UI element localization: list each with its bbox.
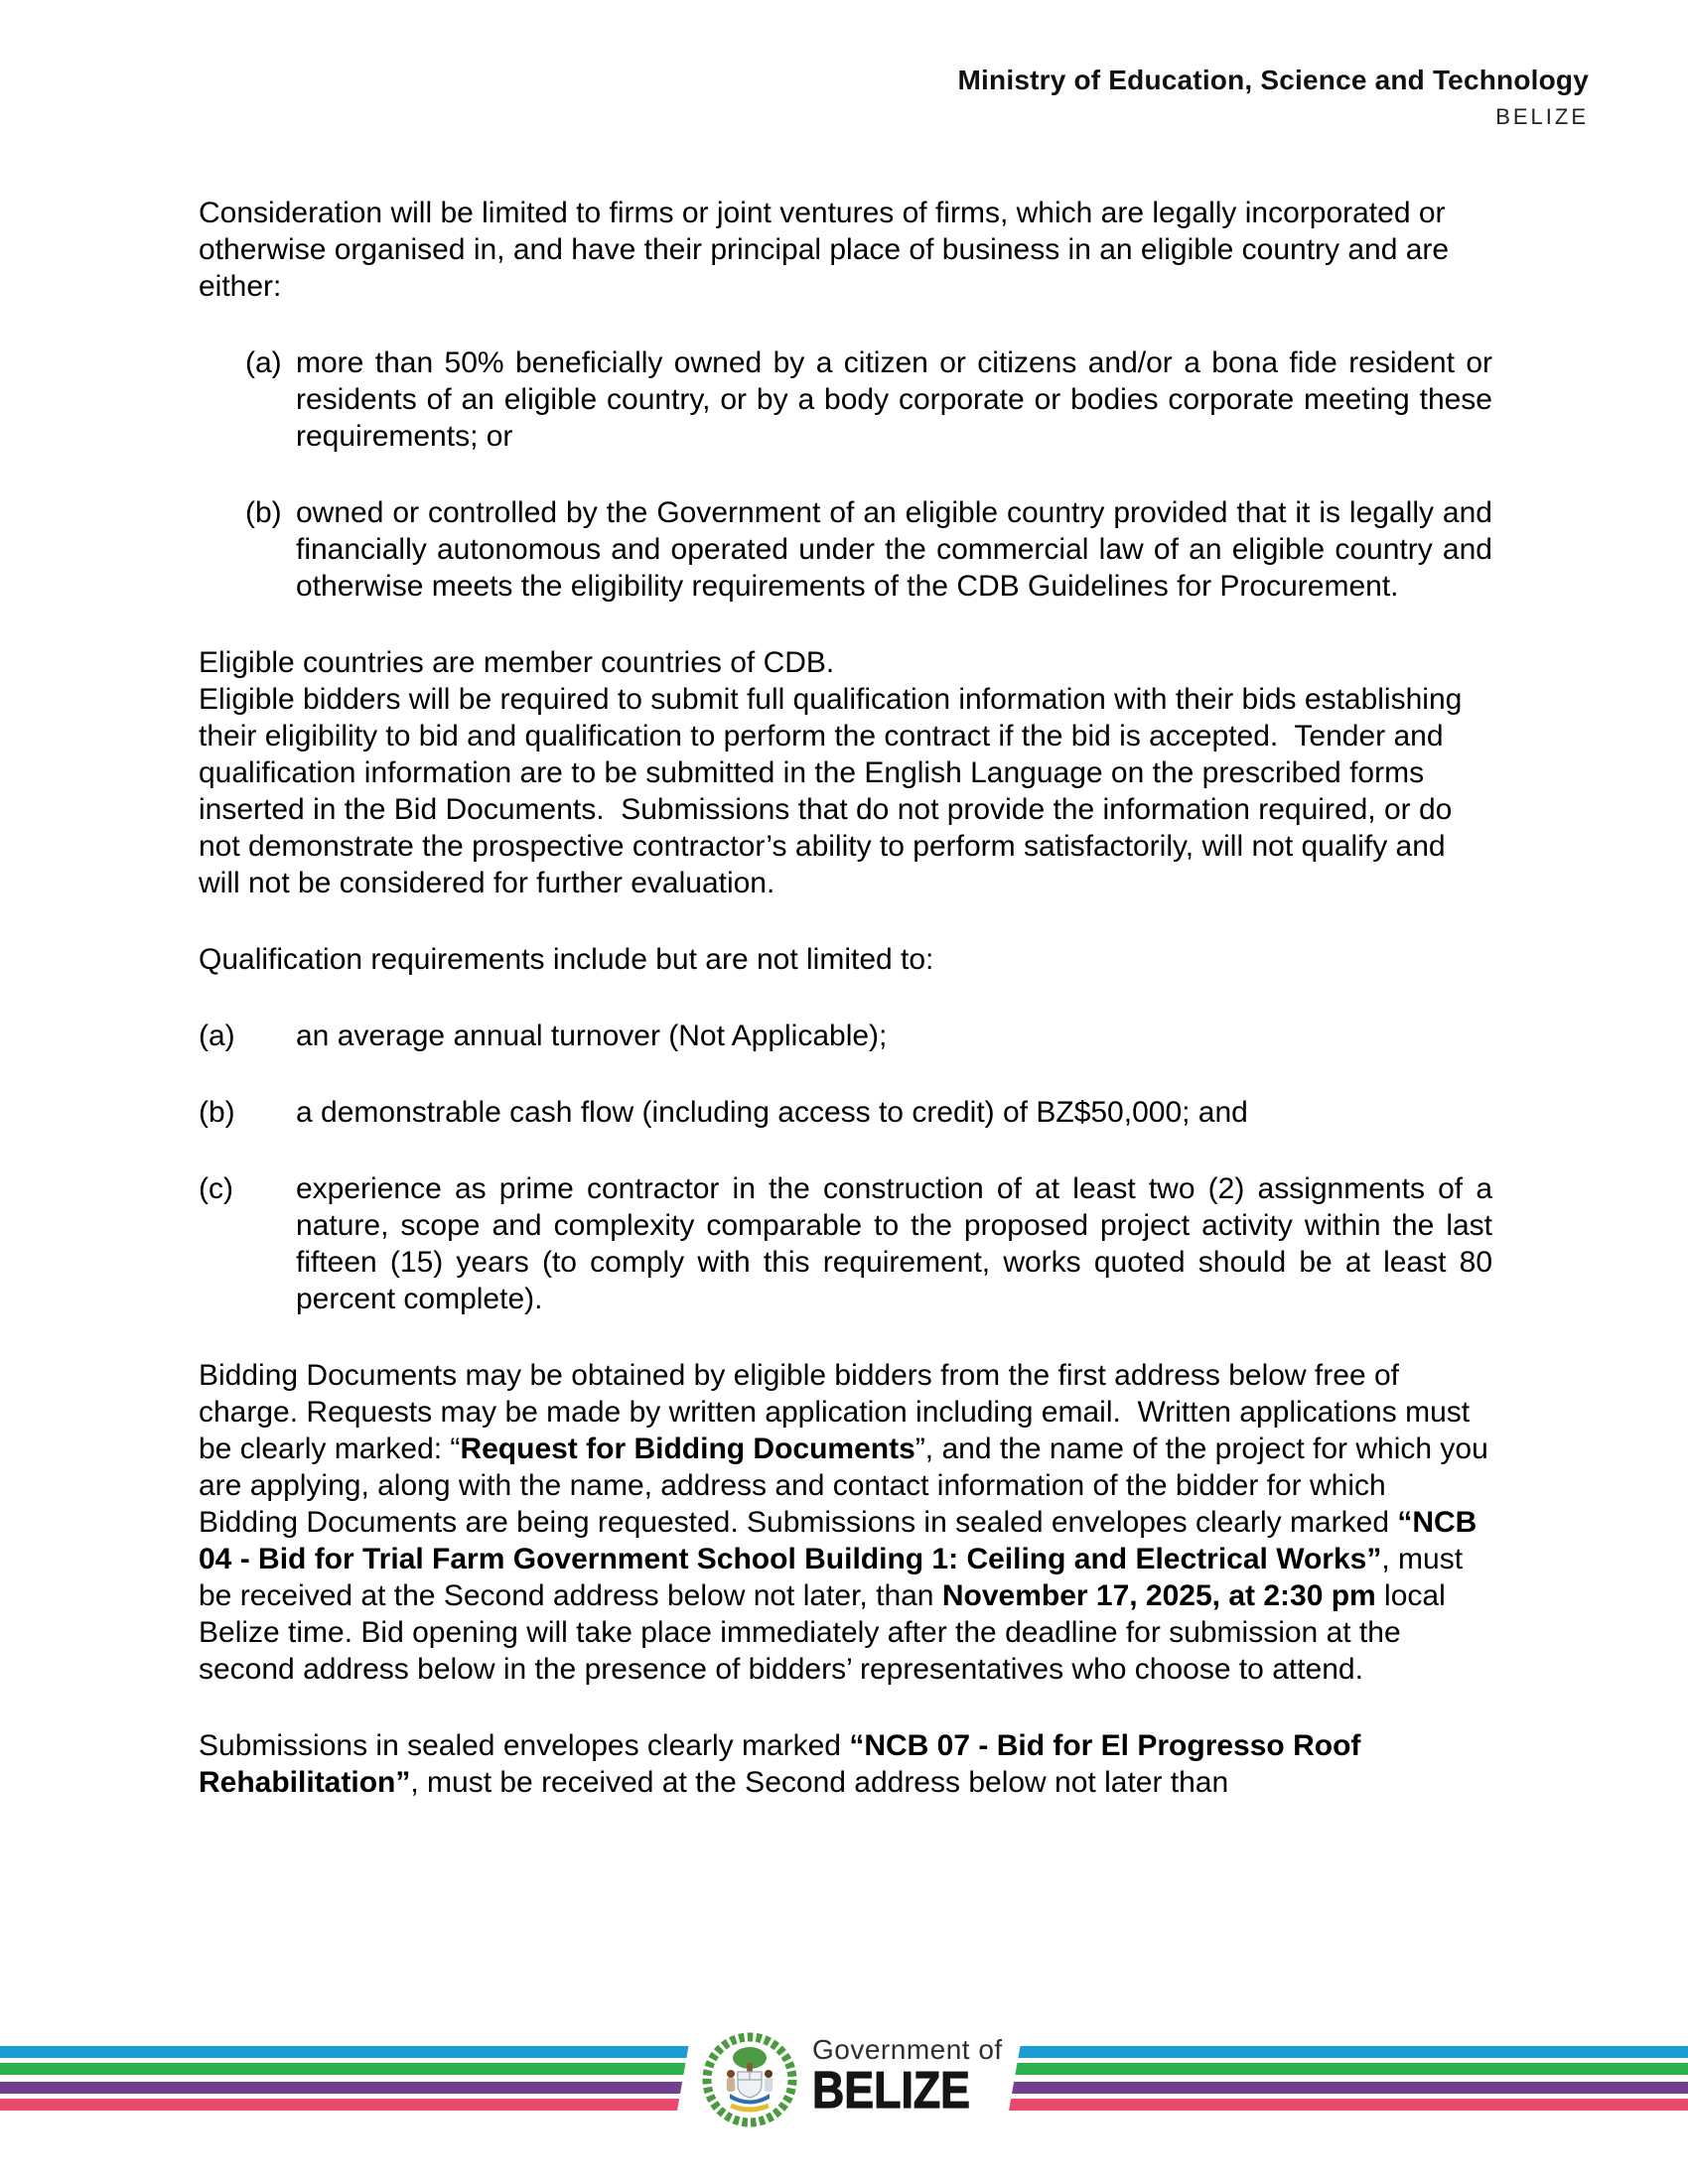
wordmark-belize: BELIZE xyxy=(812,2062,971,2119)
ncb07-notice: Submissions in sealed envelopes clearly marked “NCB 07 - Bid for El Progresso Roof Rehabilitation”, must be received at the Second address below not later than xyxy=(199,1729,1369,1799)
list-item: (a) an average annual turnover (Not Applicable); xyxy=(199,1020,888,1052)
list-item: (b) a demonstrable cash flow (including access to credit) of BZ$50,000; and xyxy=(199,1096,1248,1129)
letterhead xyxy=(958,64,1589,131)
eligible-bidders: Eligible bidders will be required to submit full qualification information with their bids establishing their eligibility to bid and qualification to perform the contract if the bid is accepted. Tender and qualification information are to be submitted in the English Language on the prescribed forms inserted in the Bid Documents. Submissions that do not provide the information required, or do not demonstrate the prospective contractor’s ability to perform satisfactorily, will not qualify and will not be considered for further evaluation. xyxy=(199,683,1471,899)
wordmark-government-of: Government of xyxy=(812,2034,1003,2065)
eligibility-intro: Consideration will be limited to firms or joint ventures of firms, which are legally incorporated or otherwise organised in, and have their principal place of business in an eligible country and are either: xyxy=(199,197,1458,303)
list-marker: (a) xyxy=(245,346,282,379)
belize-coat-of-arms-icon xyxy=(700,2030,799,2129)
bidding-documents-notice: Bidding Documents may be obtained by eligible bidders from the first address below free of charge. Requests may be made by written application including email. Written applications must be clearly marked: “Request for Bidding Documents”, and the name of the project for which you are applying, along with the name, address and contact information of the bidder for which Bidding Documents are being requested. Submissions in sealed envelopes clearly marked “NCB 04 - Bid for Trial Farm Government School Building 1: Ceiling and Electrical Works”, must be received at the Second address below not later, than November 17, 2025, at 2:30 pm local Belize time. Bid opening will take place immediately after the deadline for submission at the second address below in the presence of bidders’ representatives who choose to attend. xyxy=(199,1359,1497,1686)
list-marker: (b) xyxy=(199,1096,235,1129)
list-item: (c) experience as prime contractor in the construction of at least two (2) assignments of a nature, scope and complexity comparable to the proposed project activity within the last fifteen (15) years (to comply with this requirement, works quoted should be at least 80 percent complete). xyxy=(199,1172,1501,1315)
ministry-name: Ministry of Education, Science and Technology xyxy=(957,65,1589,95)
eligible-countries: Eligible countries are member countries of CDB. xyxy=(199,646,835,679)
qualification-heading: Qualification requirements include but are not limited to: xyxy=(199,943,934,976)
list-marker: (b) xyxy=(245,496,282,529)
country-name: BELIZE xyxy=(1495,104,1589,129)
list-marker: (c) xyxy=(199,1172,233,1205)
document-body xyxy=(199,195,1501,1841)
list-item: (b) owned or controlled by the Government of an eligible country provided that it is legally and financially autonomous and operated under the commercial law of an eligible country and otherwise meets the eligibility requirements of the CDB Guidelines for Procurement. xyxy=(245,496,1501,603)
list-item: (a) more than 50% beneficially owned by a citizen or citizens and/or a bona fide resident or residents of an eligible country, or by a body corporate or bodies corporate meeting these requirements; or xyxy=(245,346,1501,453)
list-marker: (a) xyxy=(199,1020,235,1052)
gob-wordmark xyxy=(812,2034,1003,2119)
